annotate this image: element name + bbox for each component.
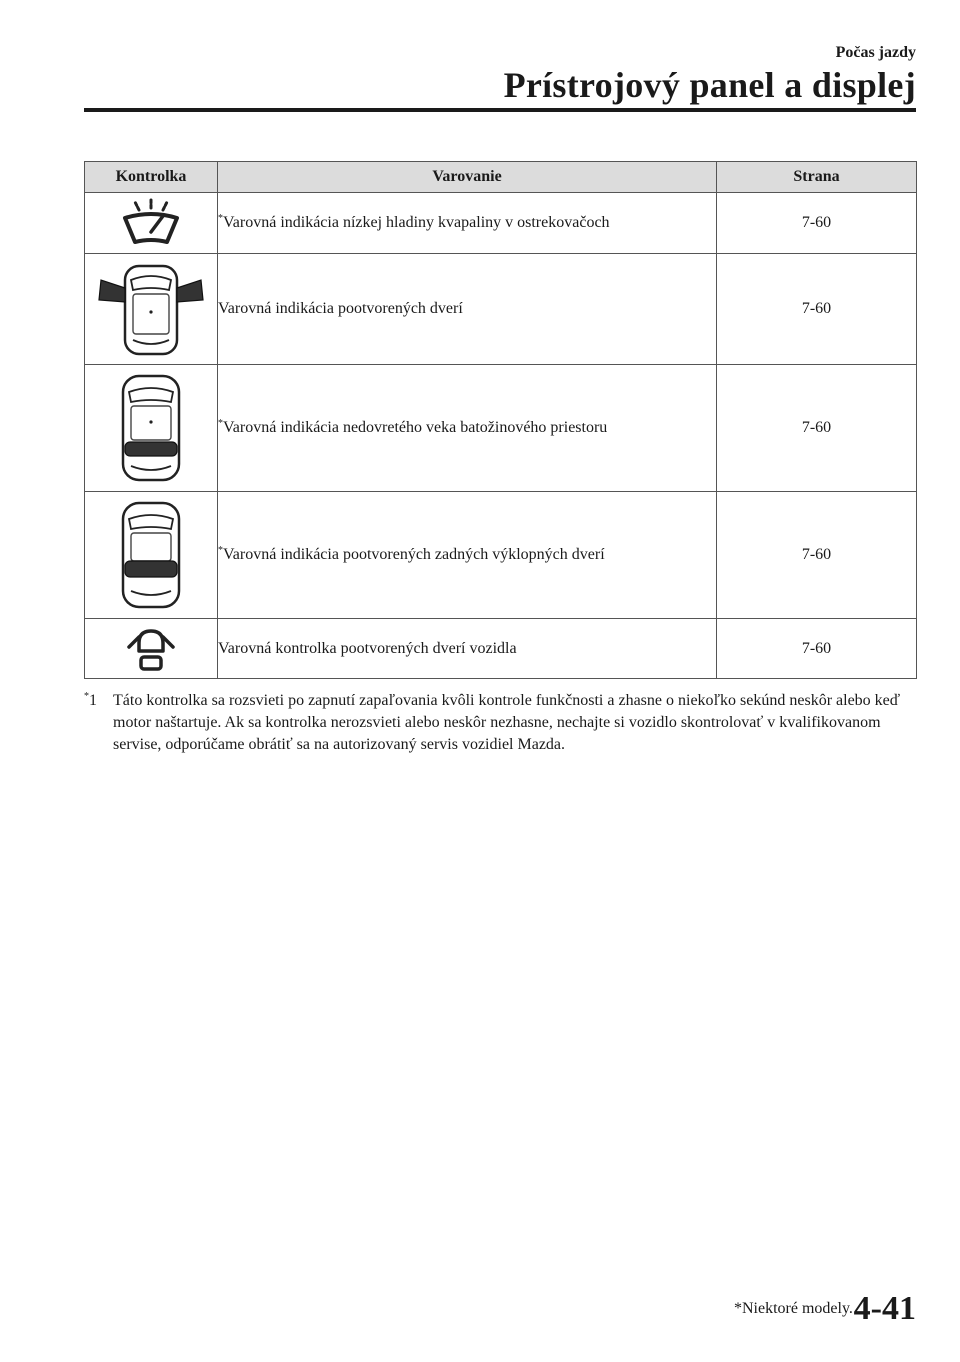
warning-text: Varovná indikácia pootvorených zadných výklopných dverí — [223, 546, 605, 563]
car-doors-open-icon — [95, 260, 207, 358]
page-cell: 7-60 — [717, 365, 917, 492]
page-title: Prístrojový panel a displej — [503, 65, 916, 105]
warning-cell — [218, 365, 717, 492]
footnote-marker: * — [84, 691, 89, 702]
footnote-marker: * — [218, 545, 223, 556]
page-cell: 7-60 — [717, 619, 917, 679]
indicator-cell — [85, 619, 218, 679]
section-title: Počas jazdy — [835, 44, 916, 61]
footnote-number: 1 — [89, 692, 97, 709]
footnote — [84, 690, 916, 756]
warning-cell — [218, 492, 717, 619]
page-cell: 7-60 — [717, 254, 917, 365]
warning-text: Varovná kontrolka pootvorených dverí vozidla — [218, 639, 517, 657]
indicator-cell — [85, 254, 218, 365]
column-header-indicator: Kontrolka — [85, 162, 218, 193]
warning-text: Varovná indikácia nedovretého veka batožinového priestoru — [223, 419, 608, 436]
header-divider — [84, 108, 916, 112]
car-trunk-open-icon — [111, 372, 191, 484]
table-row — [85, 254, 917, 365]
door-ajar-warning-icon — [125, 625, 177, 673]
footer-note: *Niektoré modely. — [734, 1300, 853, 1317]
indicator-cell — [85, 365, 218, 492]
table-row — [85, 365, 917, 492]
column-header-warning: Varovanie — [218, 162, 717, 193]
table-row — [85, 492, 917, 619]
footnote-label — [84, 690, 97, 712]
table-row — [85, 619, 917, 679]
warning-text: Varovná indikácia pootvorených dverí — [218, 300, 463, 317]
page-number: 4-41 — [853, 1290, 916, 1327]
footnote-marker: * — [218, 418, 223, 429]
washer-fluid-warning-icon — [119, 198, 183, 248]
footnote-text: Táto kontrolka sa rozsvieti po zapnutí zapaľovania kvôli kontrole funkčnosti a zhasne o niekoľko sekúnd neskôr alebo keď motor naštartuje. Ak sa kontrolka nerozsvieti alebo neskôr nezhasne, nechajte si vozidlo skontrolovať v kvalifikovanom servise, odporúčame obrátiť sa na autorizovaný servis vozidiel Mazda. — [113, 692, 901, 753]
warning-cell — [218, 619, 717, 679]
warning-cell — [218, 254, 717, 365]
page-cell: 7-60 — [717, 193, 917, 254]
footnote-marker: * — [218, 213, 223, 224]
column-header-page: Strana — [717, 162, 917, 193]
warning-text: Varovná indikácia nízkej hladiny kvapaliny v ostrekovačoch — [223, 214, 610, 231]
table-row — [85, 193, 917, 254]
car-liftgate-open-icon — [111, 499, 191, 611]
warning-cell — [218, 193, 717, 254]
table-header-row — [85, 162, 917, 193]
page-cell: 7-60 — [717, 492, 917, 619]
indicator-cell — [85, 492, 218, 619]
indicator-cell — [85, 193, 218, 254]
warning-lights-table — [84, 161, 917, 679]
